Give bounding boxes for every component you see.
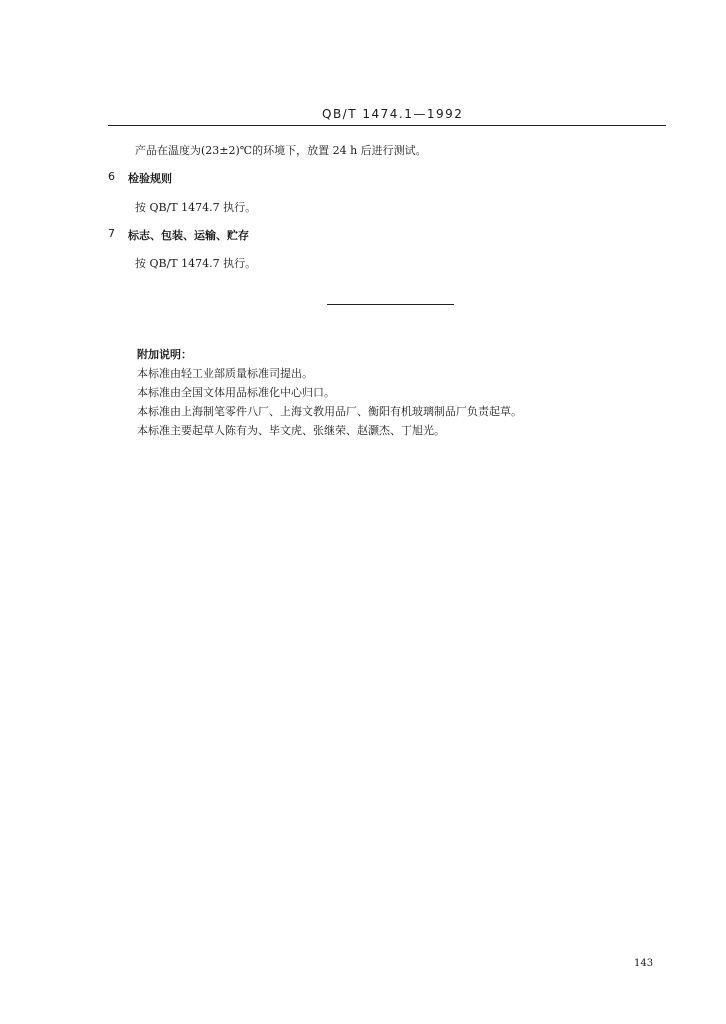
section-6-text: 按 QB/T 1474.7 执行。 — [135, 201, 257, 214]
intro-line: 产品在温度为(23±2)℃的环境下，放置 24 h 后进行测试。 — [135, 144, 427, 157]
note-line-1: 本标准由轻工业部质量标准司提出。 — [137, 367, 313, 380]
end-of-text-rule — [327, 304, 454, 305]
header-rule — [108, 125, 666, 126]
section-6-number: 6 — [108, 170, 115, 183]
standard-number: QB/T 1474.1—1992 — [322, 107, 464, 121]
note-line-3: 本标准由上海制笔零件八厂、上海文教用品厂、衡阳有机玻璃制品厂负责起草。 — [137, 405, 522, 418]
section-7-number: 7 — [108, 227, 115, 240]
note-line-4: 本标准主要起草人陈有为、毕文虎、张继荣、赵灏杰、丁旭光。 — [137, 424, 445, 437]
note-line-2: 本标准由全国文体用品标准化中心归口。 — [137, 386, 335, 399]
notes-heading: 附加说明： — [137, 348, 192, 361]
section-6-title: 检验规则 — [128, 172, 172, 185]
section-7-text: 按 QB/T 1474.7 执行。 — [135, 257, 257, 270]
section-7-title: 标志、包装、运输、贮存 — [128, 229, 249, 242]
page-number: 143 — [634, 958, 654, 969]
